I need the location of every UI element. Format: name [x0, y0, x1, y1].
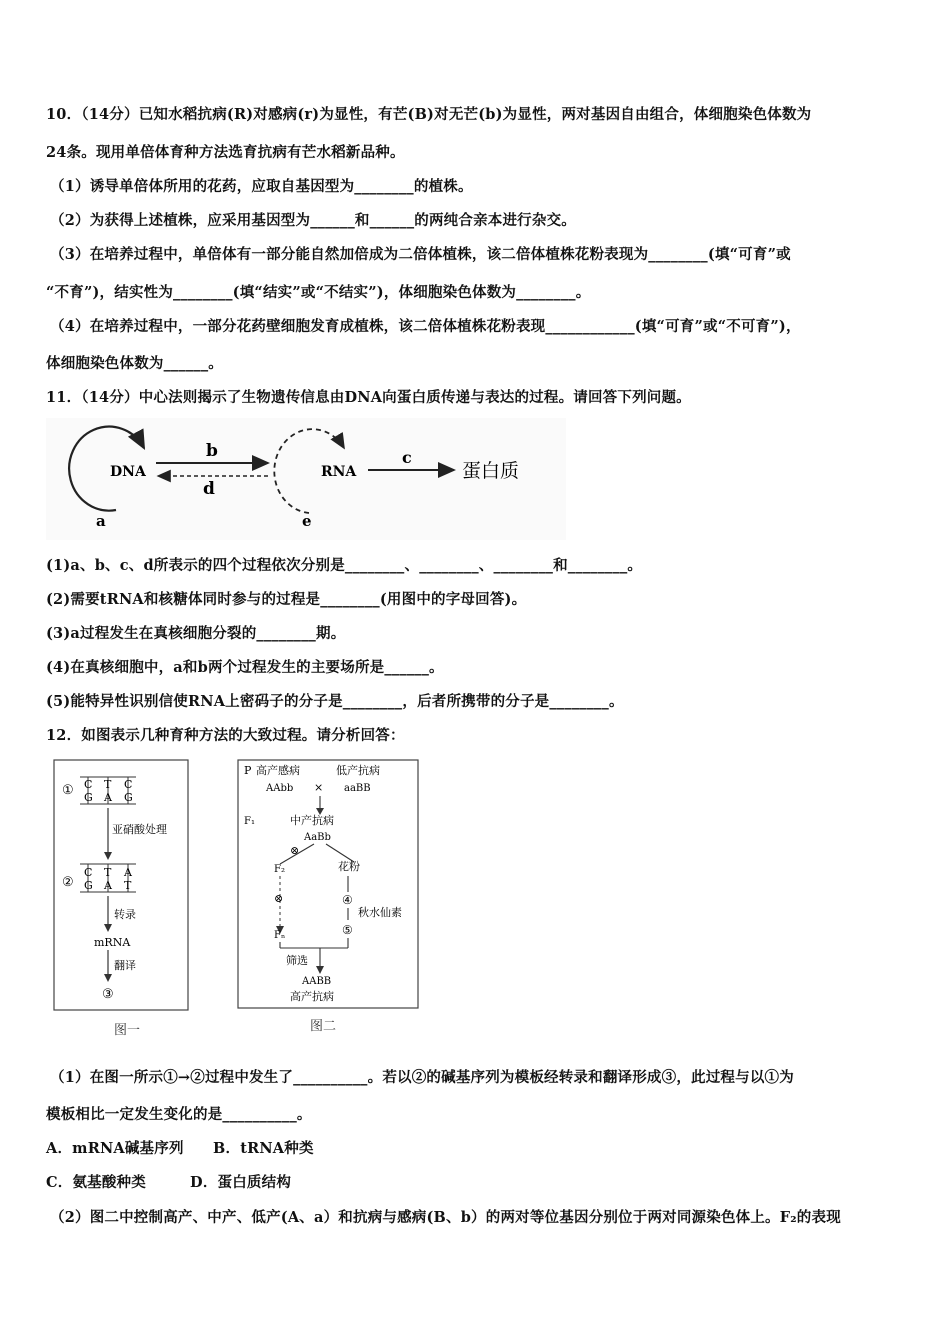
fig2-mark-4: ④	[342, 893, 353, 907]
q11-sub4: (4)在真核细胞中，a和b两个过程发生的主要场所是______。	[46, 659, 444, 676]
label-a: a	[96, 512, 106, 530]
rna-label: RNA	[321, 464, 357, 480]
q11-sub1: (1)a、b、c、d所表示的四个过程依次分别是________、________、________和________。	[46, 557, 643, 574]
label-c: c	[402, 448, 412, 467]
fig1-base: C	[124, 778, 133, 791]
q10-sub4-line2: 体细胞染色体数为______。	[46, 355, 223, 372]
q11-sub2: (2)需要tRNA和核糖体同时参与的过程是________(用图中的字母回答)。	[46, 591, 527, 608]
fig1-mark-2: ②	[62, 875, 74, 890]
q10-sub3-line1: （3）在培养过程中，单倍体有一部分能自然加倍成为二倍体植株，该二倍体植株花粉表现为________(填“可育”或	[50, 246, 791, 263]
q12-sub1-line2: 模板相比一定发生变化的是__________。	[46, 1106, 312, 1123]
fig1-base: A	[104, 791, 112, 804]
fig1-base: G	[84, 879, 93, 892]
q10-sub1: （1）诱导单倍体所用的花药，应取自基因型为________的植株。	[50, 178, 473, 195]
fig2-p-left: 高产感病	[256, 764, 300, 777]
fig1-base: C	[84, 778, 93, 791]
fig1-mark-3: ③	[102, 987, 114, 1002]
fig2-caption: 图二	[310, 1019, 337, 1034]
fig1-step-transcription: 转录	[114, 908, 136, 921]
fig2-genotype-right: aaBB	[344, 783, 371, 794]
fig1-caption: 图一	[114, 1023, 141, 1038]
fig1-step-translation: 翻译	[114, 959, 136, 972]
fig1-base: G	[124, 791, 133, 804]
q10-sub2: （2）为获得上述植株，应采用基因型为______和______的两纯合亲本进行杂交。	[50, 212, 576, 229]
q12-options-ab: A．mRNA碱基序列 B．tRNA种类	[46, 1140, 314, 1157]
fig2-result-phenotype: 高产抗病	[290, 990, 334, 1003]
label-b: b	[206, 441, 218, 461]
fig2-colchicine: 秋水仙素	[358, 906, 402, 919]
q10-sub3-line2: “不育”)，结实性为________(填“结实”或“不结实”)，体细胞染色体数为________。	[46, 284, 591, 301]
fig2-f1-phenotype: 中产抗病	[290, 814, 334, 827]
fig2-p-right: 低产抗病	[336, 764, 380, 777]
q10-sub4-line1: （4）在培养过程中，一部分花药壁细胞发育成植株，该二倍体植株花粉表现____________(填“可育”或“不可育”)，	[50, 318, 801, 335]
fig1-base: T	[124, 879, 132, 892]
dna-label: DNA	[110, 464, 146, 480]
fig1-step-nitrous: 亚硝酸处理	[112, 823, 167, 836]
figure-1-mutation	[52, 758, 192, 1040]
q11-stem: 11．（14分）中心法则揭示了生物遗传信息由DNA向蛋白质传递与表达的过程。请回答下列问题。	[46, 389, 691, 406]
fig1-mark-1: ①	[62, 783, 74, 798]
label-e: e	[302, 512, 312, 530]
q12-options-cd: C．氨基酸种类 D．蛋白质结构	[46, 1174, 292, 1191]
label-d: d	[203, 479, 215, 499]
fig2-fn-label: Fₙ	[274, 930, 286, 941]
central-dogma-diagram	[46, 418, 566, 540]
q10-stem-line1: 10．（14分）已知水稻抗病(R)对感病(r)为显性，有芒(B)对无芒(b)为显性，两对基因自由组合，体细胞染色体数为	[46, 106, 812, 123]
fig2-f1-genotype: AaBb	[304, 832, 331, 843]
q11-sub3: (3)a过程发生在真核细胞分裂的________期。	[46, 625, 346, 642]
fig1-base: T	[104, 866, 112, 879]
q12-sub1-line1: （1）在图一所示①→②过程中发生了__________。若以②的碱基序列为模板经转录和翻译形成③，此过程与以①为	[50, 1069, 794, 1086]
figure-2-breeding	[236, 758, 422, 1038]
protein-label: 蛋白质	[462, 460, 520, 482]
fig1-base: G	[84, 791, 93, 804]
fig2-mark-5: ⑤	[342, 923, 353, 937]
fig2-screening: 筛选	[286, 954, 308, 967]
fig2-selfing-1: ⊗	[290, 844, 300, 857]
fig2-p-label: P	[244, 764, 252, 777]
fig2-f2-label: F₂	[274, 864, 285, 875]
q12-stem: 12．如图表示几种育种方法的大致过程。请分析回答：	[46, 727, 405, 744]
fig2-selfing-2: ⊗	[274, 892, 284, 905]
fig1-base: T	[104, 778, 112, 791]
fig2-genotype-left: AAbb	[266, 783, 294, 794]
fig2-f1-label: F₁	[244, 816, 255, 827]
fig2-result-genotype: AABB	[302, 976, 332, 987]
fig2-pollen: 花粉	[338, 860, 360, 873]
q10-stem-line2: 24条。现用单倍体育种方法选育抗病有芒水稻新品种。	[46, 144, 405, 161]
fig1-base: A	[104, 879, 112, 892]
fig1-base: A	[124, 866, 132, 879]
q12-sub2-line1: （2）图二中控制高产、中产、低产(A、a）和抗病与感病(B、b）的两对等位基因分别位于两对同源染色体上。F₂的表现	[50, 1209, 841, 1226]
q11-sub5: (5)能特异性识别信使RNA上密码子的分子是________，后者所携带的分子是________。	[46, 693, 624, 710]
fig1-base: C	[84, 866, 93, 879]
fig2-cross: ×	[314, 781, 324, 794]
fig1-mrna: mRNA	[94, 936, 131, 949]
